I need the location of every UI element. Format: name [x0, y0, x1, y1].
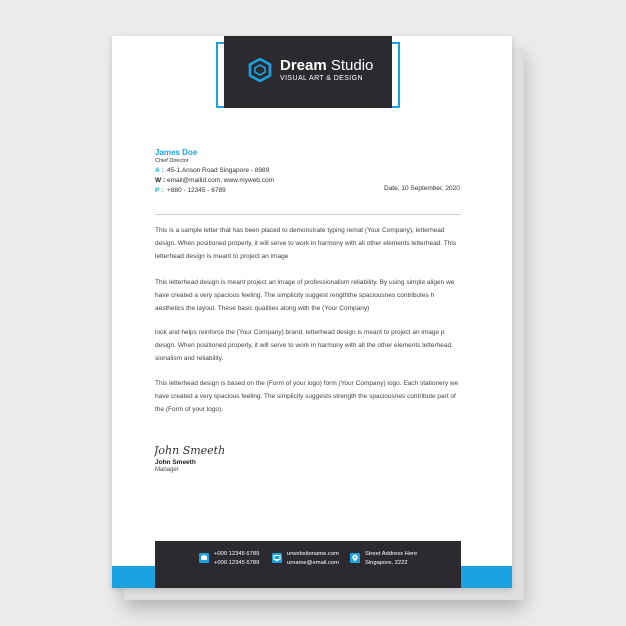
contact-key-web: W : — [155, 177, 166, 184]
web-icon — [272, 553, 282, 563]
sender-name: James Doe — [155, 148, 198, 157]
footer-phones — [214, 550, 259, 567]
sender-title: Chief Director — [155, 158, 189, 164]
phone-icon — [199, 553, 209, 563]
contact-key-phone: P : — [155, 187, 164, 194]
brand-name-bold: Dream — [280, 57, 327, 74]
footer-address — [365, 550, 417, 567]
body-paragraph-1: This is a sample letter that has been placed to demonstrate typing remat (Your Company), letterhead design. When positioned properly, it will serve to work in harmony with all other elements letterhead. This letterhead design is meant to project an image — [155, 227, 457, 261]
letterhead-page — [112, 36, 512, 588]
footer-web — [287, 550, 339, 567]
brand-tagline: VISUAL ART & DESIGN — [280, 75, 363, 82]
letter-date: Date, 10 September, 2020 — [384, 185, 460, 192]
contact-value-web: email@mailid.com, www.myweb.com — [167, 177, 275, 184]
footer-contact-bar — [155, 541, 461, 588]
header-divider — [155, 214, 461, 215]
brand-name-rest: Studio — [326, 57, 374, 74]
contact-address — [155, 167, 269, 174]
signer-name: John Smeeth — [155, 459, 196, 466]
signer-role: Manager — [155, 467, 179, 473]
location-pin-icon — [350, 553, 360, 563]
footer-email: urname@email.com — [287, 559, 339, 566]
footer-phone-1: +000 12345 6789 — [214, 551, 260, 557]
handwritten-signature — [154, 438, 234, 460]
logo-block — [224, 36, 392, 108]
body-paragraph-3: look and helps reinforce the (Your Company) brand. letterhead design is meant to project an image p design. When positioned properly, it will serve to work in harmony with all the other elements letterhead. sionalism and reliability. — [155, 329, 453, 363]
contact-key-address: A : — [155, 167, 164, 174]
contact-web — [155, 177, 274, 184]
footer-address-line-1: Street Address Here — [365, 551, 418, 557]
body-paragraph-2: This letterhead design is meant project an image of professionalism reliability. By using simple aligen we have created a very spacious feeling. The simplicity suggest rengththe spaciousnes contributes h aesthetics the layout. These basic qualities along with the (Your Company) — [155, 279, 455, 313]
contact-value-phone: +880 - 12345 - 6789 — [167, 187, 226, 194]
signature-script: John Smeeth — [154, 444, 226, 457]
brand-name — [280, 58, 373, 74]
footer-phone-2: +000 12345 6789 — [214, 559, 260, 566]
footer-website: urwebsitename.com — [287, 551, 339, 557]
hexagon-logo-icon — [248, 58, 272, 82]
contact-value-address: 45-1,Anson Road Singapore - 8989 — [167, 167, 270, 174]
contact-phone — [155, 187, 226, 194]
body-paragraph-4: This letterhead design is based on the (Form of your logo) form (Your Company) logo. Each stationery we have created a very spacious feeling. The simplicity suggests strength the spaciousnes contribute part of the (Form of your logo). — [155, 380, 459, 414]
footer-address-line-2: Singapore, 2222 — [365, 559, 408, 566]
